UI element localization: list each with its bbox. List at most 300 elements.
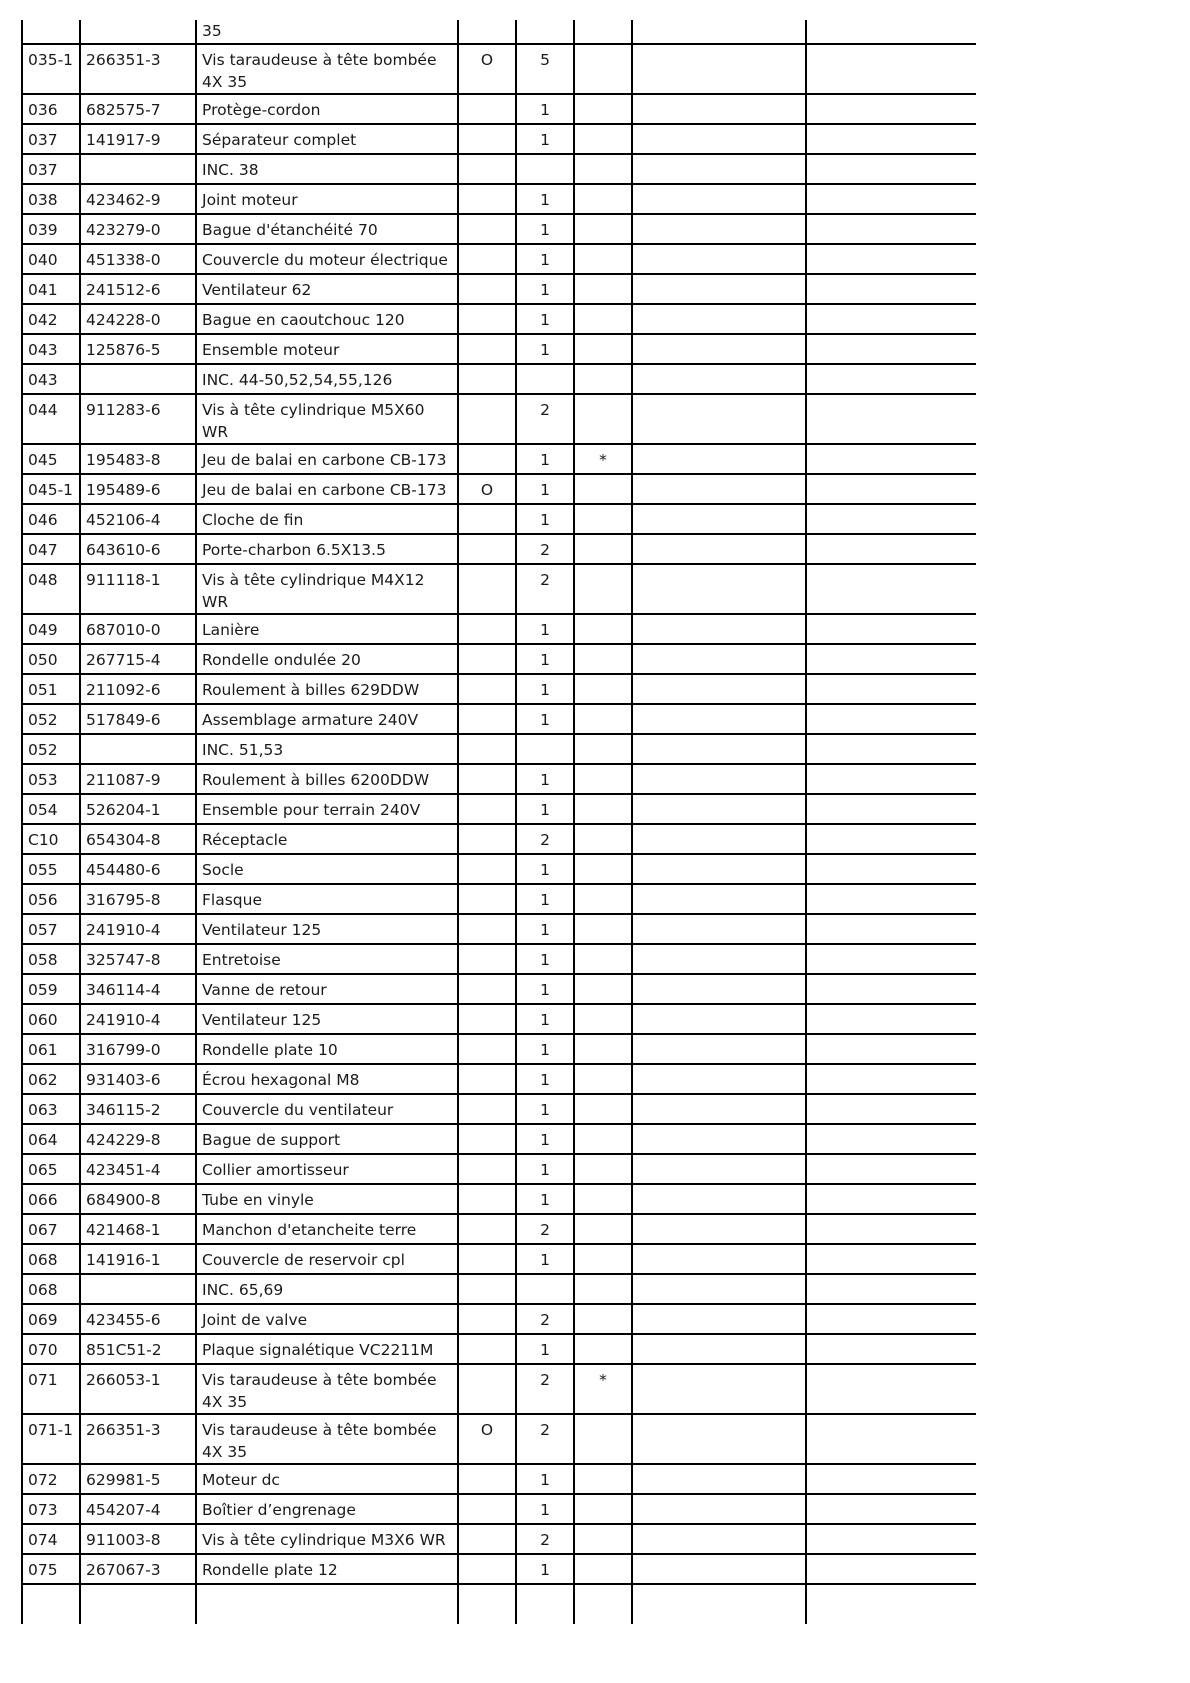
blank-cell <box>806 1064 976 1094</box>
blank-cell <box>632 854 806 884</box>
part-number-cell: 267067-3 <box>80 1554 196 1584</box>
description-cell: INC. 38 <box>196 154 458 184</box>
part-number-cell: 911003-8 <box>80 1524 196 1554</box>
description-cell: Manchon d'etancheite terre <box>196 1214 458 1244</box>
option-cell <box>458 824 516 854</box>
part-number-cell <box>80 154 196 184</box>
quantity-cell <box>516 364 574 394</box>
option-cell <box>458 364 516 394</box>
option-cell <box>458 124 516 154</box>
part-number-cell: 423462-9 <box>80 184 196 214</box>
description-cell: Jeu de balai en carbone CB-173 <box>196 444 458 474</box>
mark-cell: * <box>574 444 632 474</box>
description-cell: Vis à tête cylindrique M5X60 WR <box>196 394 458 444</box>
table-row <box>22 1064 976 1094</box>
mark-cell <box>574 1244 632 1274</box>
option-cell <box>458 244 516 274</box>
item-number-cell: 048 <box>22 564 80 614</box>
table-row <box>22 944 976 974</box>
option-cell <box>458 1524 516 1554</box>
option-cell <box>458 504 516 534</box>
table-row <box>22 1554 976 1584</box>
part-number-cell: 316799-0 <box>80 1034 196 1064</box>
blank-cell <box>632 394 806 444</box>
part-number-cell: 423279-0 <box>80 214 196 244</box>
description-cell: INC. 51,53 <box>196 734 458 764</box>
blank-cell <box>806 154 976 184</box>
mark-cell <box>574 644 632 674</box>
mark-cell <box>574 1524 632 1554</box>
item-number-cell: 041 <box>22 274 80 304</box>
blank-cell <box>806 1414 976 1464</box>
description-cell: Plaque signalétique VC2211M <box>196 1334 458 1364</box>
blank-cell <box>632 474 806 504</box>
option-cell <box>458 1064 516 1094</box>
table-row <box>22 1414 976 1464</box>
option-cell <box>458 94 516 124</box>
quantity-cell: 1 <box>516 1064 574 1094</box>
item-number-cell: 053 <box>22 764 80 794</box>
item-number-cell: 073 <box>22 1494 80 1524</box>
mark-cell: * <box>574 1364 632 1414</box>
option-cell <box>458 534 516 564</box>
blank-cell <box>632 154 806 184</box>
part-number-cell <box>80 1274 196 1304</box>
blank-cell <box>632 1274 806 1304</box>
part-number-cell: 266351-3 <box>80 44 196 94</box>
blank-cell <box>632 1524 806 1554</box>
item-number-cell: 055 <box>22 854 80 884</box>
item-number-cell: 052 <box>22 734 80 764</box>
mark-cell <box>574 304 632 334</box>
table-row <box>22 1184 976 1214</box>
option-cell <box>458 334 516 364</box>
quantity-cell: 1 <box>516 1334 574 1364</box>
part-number-cell: 423451-4 <box>80 1154 196 1184</box>
description-cell: Vis taraudeuse à tête bombée 4X 35 <box>196 1364 458 1414</box>
blank-cell <box>806 334 976 364</box>
option-cell <box>458 154 516 184</box>
part-number-cell <box>80 1584 196 1624</box>
part-number-cell: 451338-0 <box>80 244 196 274</box>
item-number-cell: 060 <box>22 1004 80 1034</box>
item-number-cell: 045 <box>22 444 80 474</box>
quantity-cell: 1 <box>516 1464 574 1494</box>
table-row <box>22 1244 976 1274</box>
mark-cell <box>574 764 632 794</box>
item-number-cell: 050 <box>22 644 80 674</box>
blank-cell <box>632 734 806 764</box>
blank-cell <box>632 1004 806 1034</box>
part-number-cell <box>80 364 196 394</box>
part-number-cell: 424228-0 <box>80 304 196 334</box>
item-number-cell: 036 <box>22 94 80 124</box>
part-number-cell: 195489-6 <box>80 474 196 504</box>
description-cell: Rondelle ondulée 20 <box>196 644 458 674</box>
quantity-cell: 2 <box>516 824 574 854</box>
option-cell <box>458 794 516 824</box>
mark-cell <box>574 1004 632 1034</box>
option-cell <box>458 914 516 944</box>
item-number-cell: 043 <box>22 334 80 364</box>
blank-cell <box>806 764 976 794</box>
mark-cell <box>574 1584 632 1624</box>
table-row <box>22 974 976 1004</box>
blank-cell <box>806 124 976 154</box>
quantity-cell: 1 <box>516 674 574 704</box>
part-number-cell: 266351-3 <box>80 1414 196 1464</box>
quantity-cell: 1 <box>516 944 574 974</box>
blank-cell <box>806 1304 976 1334</box>
table-row <box>22 214 976 244</box>
blank-cell <box>632 124 806 154</box>
mark-cell <box>574 1064 632 1094</box>
table-row <box>22 734 976 764</box>
table-row <box>22 1094 976 1124</box>
quantity-cell: 1 <box>516 124 574 154</box>
blank-cell <box>632 674 806 704</box>
part-number-cell: 211092-6 <box>80 674 196 704</box>
blank-cell <box>806 534 976 564</box>
blank-cell <box>632 1034 806 1064</box>
blank-cell <box>632 244 806 274</box>
table-row <box>22 914 976 944</box>
description-cell: Vis à tête cylindrique M3X6 WR <box>196 1524 458 1554</box>
description-cell <box>196 1584 458 1624</box>
blank-cell <box>806 854 976 884</box>
option-cell: O <box>458 44 516 94</box>
description-cell: Ventilateur 125 <box>196 1004 458 1034</box>
description-cell: Protège-cordon <box>196 94 458 124</box>
blank-cell <box>632 824 806 854</box>
quantity-cell: 2 <box>516 1524 574 1554</box>
mark-cell <box>574 1274 632 1304</box>
mark-cell <box>574 674 632 704</box>
blank-cell <box>632 44 806 94</box>
quantity-cell: 2 <box>516 534 574 564</box>
item-number-cell: 070 <box>22 1334 80 1364</box>
blank-cell <box>632 1154 806 1184</box>
item-number-cell: 068 <box>22 1244 80 1274</box>
description-cell: Flasque <box>196 884 458 914</box>
quantity-cell: 2 <box>516 1214 574 1244</box>
blank-cell <box>806 824 976 854</box>
option-cell <box>458 274 516 304</box>
blank-cell <box>806 704 976 734</box>
table-row <box>22 394 976 444</box>
blank-cell <box>806 1554 976 1584</box>
option-cell <box>458 1244 516 1274</box>
part-number-cell: 454207-4 <box>80 1494 196 1524</box>
item-number-cell: 066 <box>22 1184 80 1214</box>
blank-cell <box>632 94 806 124</box>
quantity-cell: 2 <box>516 1304 574 1334</box>
quantity-cell: 1 <box>516 764 574 794</box>
blank-cell <box>806 1274 976 1304</box>
blank-cell <box>632 20 806 44</box>
quantity-cell: 1 <box>516 214 574 244</box>
blank-cell <box>806 1184 976 1214</box>
mark-cell <box>574 1214 632 1244</box>
mark-cell <box>574 1034 632 1064</box>
description-cell: Jeu de balai en carbone CB-173 <box>196 474 458 504</box>
part-number-cell: 517849-6 <box>80 704 196 734</box>
blank-cell <box>806 244 976 274</box>
description-cell: INC. 44-50,52,54,55,126 <box>196 364 458 394</box>
mark-cell <box>574 154 632 184</box>
option-cell <box>458 1334 516 1364</box>
blank-cell <box>806 914 976 944</box>
item-number-cell: 062 <box>22 1064 80 1094</box>
blank-cell <box>806 214 976 244</box>
mark-cell <box>574 614 632 644</box>
table-row <box>22 1364 976 1414</box>
quantity-cell: 1 <box>516 504 574 534</box>
blank-cell <box>632 1414 806 1464</box>
table-row <box>22 704 976 734</box>
item-number-cell: 064 <box>22 1124 80 1154</box>
option-cell <box>458 674 516 704</box>
item-number-cell: 052 <box>22 704 80 734</box>
item-number-cell: 037 <box>22 154 80 184</box>
blank-cell <box>632 1064 806 1094</box>
blank-cell <box>806 474 976 504</box>
option-cell <box>458 884 516 914</box>
description-cell: Bague en caoutchouc 120 <box>196 304 458 334</box>
quantity-cell: 2 <box>516 564 574 614</box>
blank-cell <box>632 564 806 614</box>
blank-cell <box>806 564 976 614</box>
part-number-cell: 654304-8 <box>80 824 196 854</box>
part-number-cell: 911118-1 <box>80 564 196 614</box>
blank-cell <box>632 304 806 334</box>
quantity-cell: 1 <box>516 884 574 914</box>
item-number-cell: 075 <box>22 1554 80 1584</box>
option-cell <box>458 1364 516 1414</box>
item-number-cell: 044 <box>22 394 80 444</box>
item-number-cell: 074 <box>22 1524 80 1554</box>
description-cell: Socle <box>196 854 458 884</box>
quantity-cell: 1 <box>516 474 574 504</box>
blank-cell <box>632 214 806 244</box>
part-number-cell: 325747-8 <box>80 944 196 974</box>
item-number-cell: 049 <box>22 614 80 644</box>
option-cell <box>458 20 516 44</box>
table-row <box>22 334 976 364</box>
mark-cell <box>574 474 632 504</box>
description-cell: Roulement à billes 6200DDW <box>196 764 458 794</box>
table-row <box>22 364 976 394</box>
quantity-cell <box>516 154 574 184</box>
quantity-cell <box>516 1584 574 1624</box>
mark-cell <box>574 824 632 854</box>
mark-cell <box>574 794 632 824</box>
quantity-cell: 1 <box>516 644 574 674</box>
option-cell <box>458 704 516 734</box>
mark-cell <box>574 184 632 214</box>
item-number-cell: 051 <box>22 674 80 704</box>
mark-cell <box>574 394 632 444</box>
description-cell: Couvercle du ventilateur <box>196 1094 458 1124</box>
blank-cell <box>806 20 976 44</box>
blank-cell <box>806 444 976 474</box>
mark-cell <box>574 734 632 764</box>
part-number-cell: 911283-6 <box>80 394 196 444</box>
table-row <box>22 44 976 94</box>
mark-cell <box>574 124 632 154</box>
quantity-cell: 1 <box>516 334 574 364</box>
item-number-cell <box>22 20 80 44</box>
blank-cell <box>806 1214 976 1244</box>
blank-cell <box>806 1364 976 1414</box>
part-number-cell: 526204-1 <box>80 794 196 824</box>
item-number-cell: 059 <box>22 974 80 1004</box>
part-number-cell: 241512-6 <box>80 274 196 304</box>
part-number-cell: 211087-9 <box>80 764 196 794</box>
parts-list-sheet <box>21 20 976 1683</box>
blank-cell <box>632 364 806 394</box>
item-number-cell: 045-1 <box>22 474 80 504</box>
part-number-cell: 195483-8 <box>80 444 196 474</box>
item-number-cell: 065 <box>22 1154 80 1184</box>
description-cell: Entretoise <box>196 944 458 974</box>
mark-cell <box>574 44 632 94</box>
table-row <box>22 304 976 334</box>
quantity-cell: 2 <box>516 1364 574 1414</box>
mark-cell <box>574 884 632 914</box>
mark-cell <box>574 244 632 274</box>
description-cell: Séparateur complet <box>196 124 458 154</box>
part-number-cell: 629981-5 <box>80 1464 196 1494</box>
mark-cell <box>574 94 632 124</box>
table-row <box>22 614 976 644</box>
blank-cell <box>632 1214 806 1244</box>
description-cell: Ensemble pour terrain 240V <box>196 794 458 824</box>
option-cell <box>458 1584 516 1624</box>
table-row <box>22 794 976 824</box>
mark-cell <box>574 854 632 884</box>
item-number-cell: 063 <box>22 1094 80 1124</box>
mark-cell <box>574 334 632 364</box>
mark-cell <box>574 1334 632 1364</box>
blank-cell <box>632 614 806 644</box>
option-cell <box>458 184 516 214</box>
mark-cell <box>574 274 632 304</box>
option-cell <box>458 1034 516 1064</box>
option-cell <box>458 1554 516 1584</box>
item-number-cell <box>22 1584 80 1624</box>
part-number-cell: 241910-4 <box>80 1004 196 1034</box>
mark-cell <box>574 1184 632 1214</box>
blank-cell <box>632 1584 806 1624</box>
table-row <box>22 534 976 564</box>
option-cell <box>458 854 516 884</box>
item-number-cell: 046 <box>22 504 80 534</box>
blank-cell <box>632 764 806 794</box>
part-number-cell: 267715-4 <box>80 644 196 674</box>
blank-cell <box>632 334 806 364</box>
blank-cell <box>806 394 976 444</box>
item-number-cell: 038 <box>22 184 80 214</box>
quantity-cell: 1 <box>516 244 574 274</box>
table-row <box>22 1524 976 1554</box>
blank-cell <box>806 1584 976 1624</box>
quantity-cell: 1 <box>516 274 574 304</box>
blank-cell <box>632 184 806 214</box>
blank-cell <box>632 444 806 474</box>
description-cell: Lanière <box>196 614 458 644</box>
option-cell <box>458 974 516 1004</box>
table-row <box>22 124 976 154</box>
quantity-cell: 1 <box>516 1184 574 1214</box>
description-cell: Joint de valve <box>196 1304 458 1334</box>
blank-cell <box>632 1464 806 1494</box>
option-cell <box>458 644 516 674</box>
option-cell <box>458 1004 516 1034</box>
quantity-cell: 2 <box>516 1414 574 1464</box>
description-cell: Vis taraudeuse à tête bombée 4X 35 <box>196 44 458 94</box>
blank-cell <box>632 1364 806 1414</box>
blank-cell <box>806 1524 976 1554</box>
table-row <box>22 244 976 274</box>
blank-cell <box>632 274 806 304</box>
blank-cell <box>632 1304 806 1334</box>
part-number-cell: 454480-6 <box>80 854 196 884</box>
blank-cell <box>806 364 976 394</box>
description-cell: Vis taraudeuse à tête bombée 4X 35 <box>196 1414 458 1464</box>
table-row <box>22 674 976 704</box>
blank-cell <box>806 1244 976 1274</box>
description-cell: Ventilateur 125 <box>196 914 458 944</box>
blank-cell <box>632 1334 806 1364</box>
description-cell: Réceptacle <box>196 824 458 854</box>
quantity-cell: 5 <box>516 44 574 94</box>
mark-cell <box>574 1464 632 1494</box>
quantity-cell: 1 <box>516 1094 574 1124</box>
part-number-cell: 141916-1 <box>80 1244 196 1274</box>
blank-cell <box>632 534 806 564</box>
mark-cell <box>574 914 632 944</box>
blank-cell <box>632 704 806 734</box>
description-cell: Rondelle plate 12 <box>196 1554 458 1584</box>
part-number-cell: 682575-7 <box>80 94 196 124</box>
quantity-cell: 1 <box>516 94 574 124</box>
table-row <box>22 824 976 854</box>
description-cell: Bague de support <box>196 1124 458 1154</box>
table-row <box>22 1154 976 1184</box>
option-cell <box>458 564 516 614</box>
part-number-cell <box>80 734 196 764</box>
part-number-cell: 421468-1 <box>80 1214 196 1244</box>
item-number-cell: 057 <box>22 914 80 944</box>
blank-cell <box>632 884 806 914</box>
blank-cell <box>806 1334 976 1364</box>
blank-cell <box>632 504 806 534</box>
description-cell: Roulement à billes 629DDW <box>196 674 458 704</box>
table-row <box>22 854 976 884</box>
table-row <box>22 1124 976 1154</box>
option-cell <box>458 1494 516 1524</box>
description-cell: Bague d'étanchéité 70 <box>196 214 458 244</box>
mark-cell <box>574 364 632 394</box>
option-cell <box>458 1094 516 1124</box>
blank-cell <box>806 504 976 534</box>
table-row <box>22 1494 976 1524</box>
part-number-cell: 452106-4 <box>80 504 196 534</box>
quantity-cell: 1 <box>516 854 574 884</box>
table-row <box>22 764 976 794</box>
table-row <box>22 564 976 614</box>
